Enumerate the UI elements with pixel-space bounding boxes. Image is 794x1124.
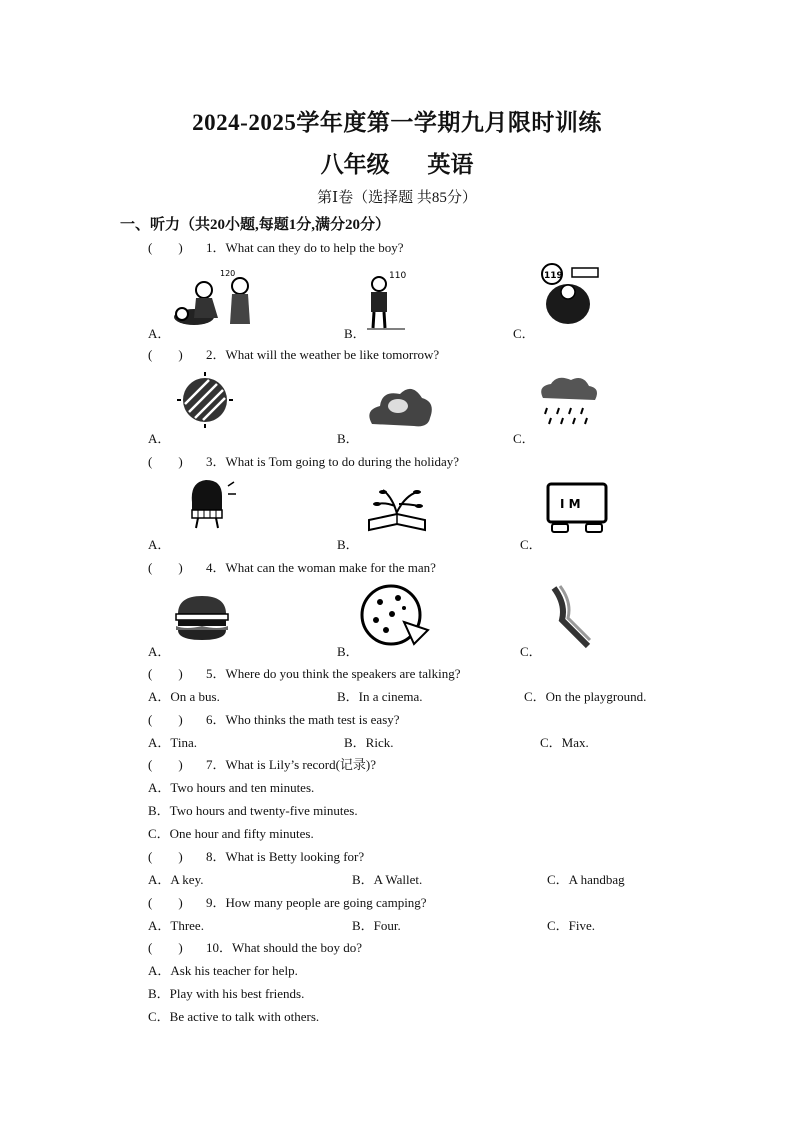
- option-b[interactable]: B．Two hours and twenty-five minutes.: [148, 803, 358, 818]
- option-c[interactable]: C．Be active to talk with others.: [148, 1009, 320, 1024]
- question-text: 10．What should the boy do?: [206, 940, 362, 955]
- cpr-rescue-icon: [172, 262, 262, 332]
- answer-blank[interactable]: ( ): [148, 666, 183, 681]
- question-text: 5．Where do you think the speakers are talking?: [206, 666, 461, 681]
- option-c[interactable]: C．One hour and fifty minutes.: [148, 826, 314, 841]
- option-a[interactable]: A．: [148, 326, 171, 341]
- exam-title: 2024-2025学年度第一学期九月限时训练: [192, 110, 602, 135]
- book-plant-icon: [365, 484, 429, 534]
- question-text: 2．What will the weather be like tomorrow?: [206, 347, 440, 362]
- option-b[interactable]: B．: [337, 644, 359, 659]
- answer-blank[interactable]: ( ): [148, 849, 183, 864]
- sign-110: 110: [389, 271, 407, 281]
- question-3: [148, 451, 459, 470]
- tv-screen-icon: [544, 480, 610, 536]
- rain-icon: [537, 374, 601, 430]
- question-text: 7．What is Lily’s record(记录)?: [206, 757, 377, 772]
- grade-subject-line: [0, 146, 794, 179]
- question-text: 8．What is Betty looking for?: [206, 849, 365, 864]
- option-a[interactable]: A．On a bus.: [148, 689, 220, 704]
- option-b[interactable]: B．: [344, 326, 366, 341]
- phone-call-119-icon: [538, 262, 606, 328]
- option-a[interactable]: A．Three.: [148, 918, 204, 933]
- phone-call-110-icon: [365, 266, 410, 332]
- question-2: [148, 344, 439, 363]
- option-c[interactable]: C．Five.: [547, 918, 596, 933]
- answer-blank[interactable]: ( ): [148, 757, 183, 772]
- screen-text: I M: [560, 497, 581, 511]
- answer-blank[interactable]: ( ): [148, 712, 183, 727]
- piano-icon: [182, 476, 238, 532]
- option-a[interactable]: A．: [148, 644, 171, 659]
- option-b[interactable]: B．Play with his best friends.: [148, 986, 305, 1001]
- option-a[interactable]: A．A key.: [148, 872, 204, 887]
- grade-label: 八年级: [320, 152, 390, 177]
- question-6: [148, 709, 400, 728]
- hamburger-icon: [172, 592, 232, 644]
- question-10: [148, 937, 362, 956]
- option-c[interactable]: C．Max.: [540, 735, 589, 750]
- answer-blank[interactable]: ( ): [148, 895, 183, 910]
- option-b[interactable]: B．: [337, 431, 359, 446]
- answer-blank[interactable]: ( ): [148, 940, 183, 955]
- section-title-listening: 一、听力（共20小题,每题1分,满分20分）: [120, 217, 391, 233]
- option-a[interactable]: A．Ask his teacher for help.: [148, 963, 298, 978]
- option-b[interactable]: B．Four.: [352, 918, 401, 933]
- option-c[interactable]: C．A handbag: [547, 872, 625, 887]
- option-b[interactable]: B．Rick.: [344, 735, 394, 750]
- subject-label: 英语: [427, 152, 474, 177]
- option-c[interactable]: C．: [520, 537, 542, 552]
- question-text: 6．Who thinks the math test is easy?: [206, 712, 400, 727]
- option-a[interactable]: A．: [148, 537, 171, 552]
- question-text: 9．How many people are going camping?: [206, 895, 427, 910]
- question-text: 4．What can the woman make for the man?: [206, 560, 436, 575]
- option-c[interactable]: C．: [513, 326, 535, 341]
- option-c[interactable]: C．: [513, 431, 535, 446]
- question-5: [148, 663, 461, 682]
- option-b[interactable]: B．A Wallet.: [352, 872, 423, 887]
- option-c[interactable]: C．On the playground.: [524, 689, 647, 704]
- answer-blank[interactable]: ( ): [148, 560, 183, 575]
- option-a[interactable]: A．Two hours and ten minutes.: [148, 780, 315, 795]
- question-text: 1．What can they do to help the boy?: [206, 240, 404, 255]
- question-1: [148, 237, 403, 256]
- sign-119: 119: [544, 271, 563, 281]
- answer-blank[interactable]: ( ): [148, 240, 183, 255]
- answer-blank[interactable]: ( ): [148, 347, 183, 362]
- option-b[interactable]: B．: [337, 537, 359, 552]
- bacon-icon: [544, 584, 594, 650]
- answer-blank[interactable]: ( ): [148, 454, 183, 469]
- option-c[interactable]: C．: [520, 644, 542, 659]
- svg-text:120: 120: [220, 269, 236, 278]
- option-a[interactable]: A．Tina.: [148, 735, 198, 750]
- question-text: 3．What is Tom going to do during the holiday?: [206, 454, 460, 469]
- pizza-icon: [358, 582, 432, 648]
- question-7: [148, 754, 376, 773]
- question-4: [148, 557, 436, 576]
- sun-icon: [175, 370, 235, 430]
- option-b[interactable]: B．In a cinema.: [337, 689, 423, 704]
- part-label: 第Ⅰ卷（选择题 共85分）: [317, 190, 477, 206]
- question-8: [148, 846, 364, 865]
- cloudy-icon: [364, 380, 436, 432]
- question-9: [148, 892, 427, 911]
- option-a[interactable]: A．: [148, 431, 171, 446]
